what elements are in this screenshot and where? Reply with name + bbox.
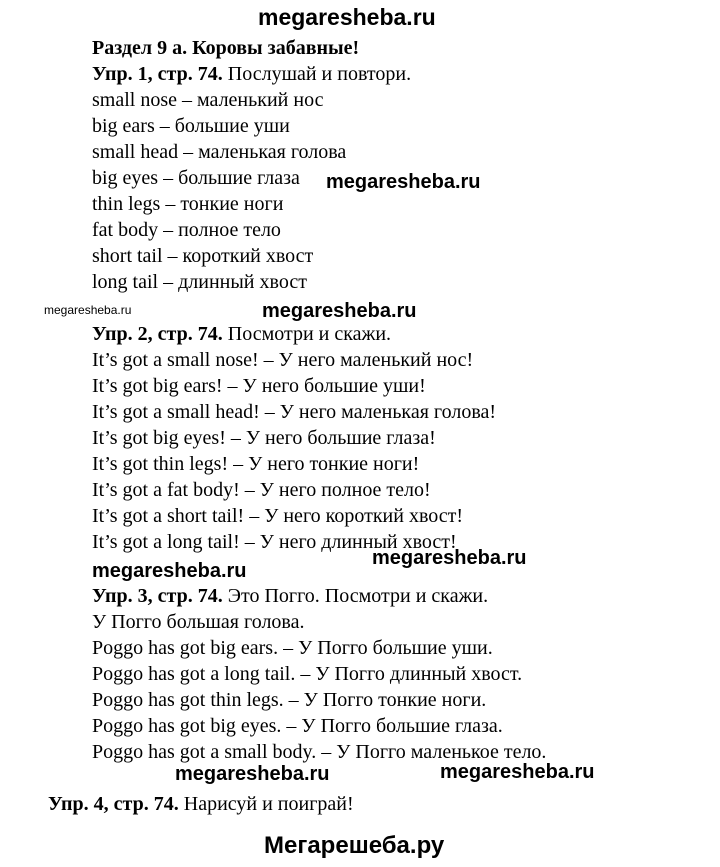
ex3-line: Poggo has got big ears. – У Погго большие уши.: [92, 637, 493, 659]
ex1-line: fat body – полное тело: [92, 219, 281, 241]
header-site-name: megaresheba.ru: [258, 4, 436, 30]
ex2-line: It’s got a short tail! – У него короткий хвост!: [92, 505, 464, 527]
ex1-line: thin legs – тонкие ноги: [92, 193, 284, 215]
ex2-label: Упр. 2, стр. 74.: [92, 323, 223, 345]
ex2-task: Посмотри и скажи.: [222, 323, 392, 345]
ex1-line: small head – маленькая голова: [92, 141, 347, 163]
ex2-line: It’s got a small head! – У него маленькая голова!: [92, 401, 497, 423]
ex3-heading: [92, 584, 488, 608]
ex2-line: It’s got a small nose! – У него маленький нос!: [92, 349, 474, 371]
ex1-line: short tail – короткий хвост: [92, 245, 314, 267]
ex3-label: Упр. 3, стр. 74.: [92, 585, 223, 607]
ex1-line: long tail – длинный хвост: [92, 271, 307, 293]
ex1-task: Послушай и повтори.: [222, 63, 412, 85]
ex1-heading: [92, 62, 411, 86]
section-title-text: Раздел 9 а. Коровы забавные!: [92, 37, 360, 59]
ex3-line: Poggo has got a small body. – У Погго маленькое тело.: [92, 741, 547, 763]
ex3-line: Poggo has got big eyes. – У Погго большие глаза.: [92, 715, 503, 737]
watermark: megaresheba.ru: [372, 547, 527, 569]
ex3-task: Это Погго. Посмотри и скажи.: [222, 585, 489, 607]
ex1-line: big ears – большие уши: [92, 115, 290, 137]
ex3-line: Poggo has got a long tail. – У Погго длинный хвост.: [92, 663, 523, 685]
watermark: megaresheba.ru: [44, 303, 132, 317]
ex4-heading: [48, 792, 354, 816]
watermark: megaresheba.ru: [440, 761, 595, 783]
ex2-line: It’s got thin legs! – У него тонкие ноги!: [92, 453, 420, 475]
ex1-label: Упр. 1, стр. 74.: [92, 63, 223, 85]
watermark: megaresheba.ru: [92, 560, 247, 582]
ex2-line: It’s got big eyes! – У него большие глаза!: [92, 427, 436, 449]
ex1-line: small nose – маленький нос: [92, 89, 324, 111]
ex3-line: Poggo has got thin legs. – У Погго тонкие ноги.: [92, 689, 487, 711]
ex2-line: It’s got a fat body! – У него полное тело!: [92, 479, 431, 501]
ex1-line: big eyes – большие глаза: [92, 167, 300, 189]
watermark: megaresheba.ru: [175, 763, 330, 785]
ex2-heading: [92, 322, 391, 346]
ex3-line: У Погго большая голова.: [92, 611, 305, 633]
watermark: megaresheba.ru: [326, 171, 481, 193]
watermark: megaresheba.ru: [262, 300, 417, 322]
footer-site-name: Мегарешеба.ру: [264, 832, 445, 859]
ex2-line: It’s got a long tail! – У него длинный хвост!: [92, 531, 457, 553]
ex4-label: Упр. 4, стр. 74.: [48, 793, 179, 815]
ex2-line: It’s got big ears! – У него большие уши!: [92, 375, 426, 397]
section-title: [92, 36, 359, 60]
ex4-task: Нарисуй и поиграй!: [178, 793, 354, 815]
